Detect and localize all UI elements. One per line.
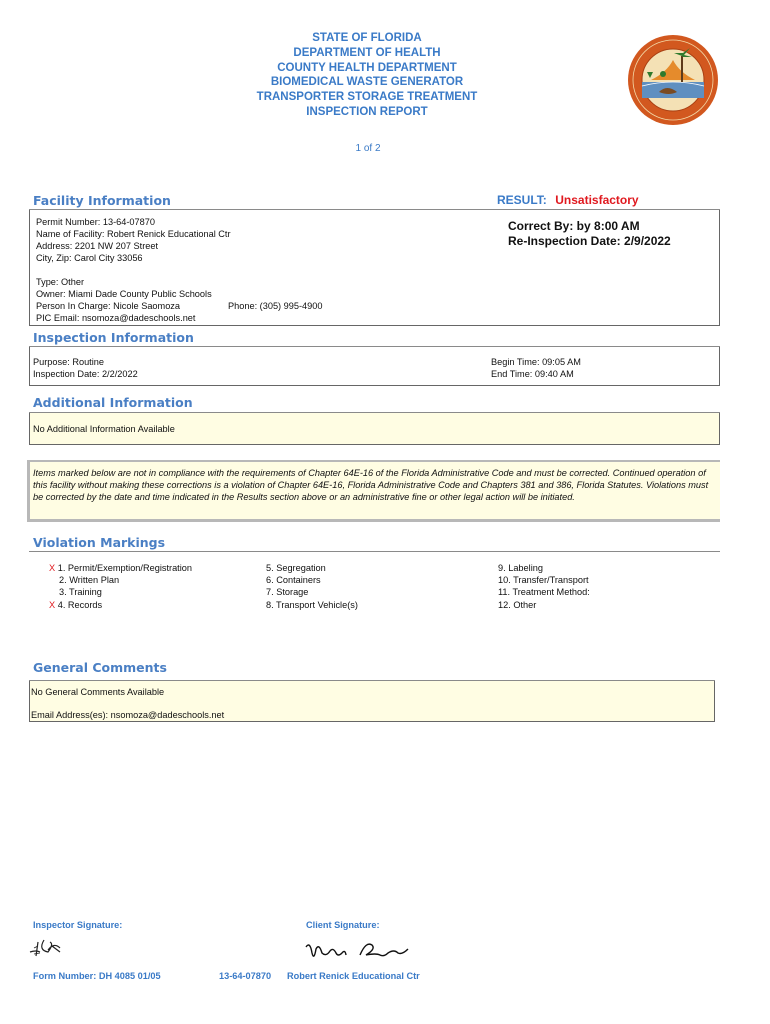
inspection-information-title: Inspection Information — [33, 330, 194, 345]
end-time: End Time: 09:40 AM — [491, 369, 574, 379]
compliance-notice — [27, 460, 720, 522]
inspection-date: Inspection Date: 2/2/2022 — [33, 369, 138, 379]
inspection-purpose: Purpose: Routine — [33, 357, 104, 367]
person-in-charge: Person In Charge: Nicole Saomoza — [36, 301, 181, 311]
facility-information-title: Facility Information — [33, 193, 171, 208]
violation-item: 3. Training — [59, 587, 102, 598]
header-line: TRANSPORTER STORAGE TREATMENT — [256, 91, 478, 104]
reinspection-date: Re-Inspection Date: 2/9/2022 — [508, 234, 671, 248]
section-divider — [29, 551, 720, 552]
general-comments-title: General Comments — [33, 660, 167, 675]
header-line: DEPARTMENT OF HEALTH — [293, 46, 441, 59]
result-label: RESULT: — [497, 193, 547, 207]
violation-item: 5. Segregation — [266, 563, 326, 573]
violation-mark: X — [49, 599, 56, 610]
header-line: STATE OF FLORIDA — [312, 32, 422, 44]
pic-email: PIC Email: nsomoza@dadeschools.net — [36, 313, 196, 323]
result-value: Unsatisfactory — [555, 193, 639, 207]
violation-item: 9. Labeling — [498, 563, 543, 573]
inspector-signature-image — [28, 936, 68, 965]
violation-item: 2. Written Plan — [59, 575, 120, 586]
violation-mark: X — [49, 563, 56, 573]
violation-item: 12. Other — [498, 599, 537, 610]
violation-column-1 — [49, 562, 192, 611]
header-line: BIOMEDICAL WASTE GENERATOR — [270, 76, 464, 89]
violation-markings-title: Violation Markings — [33, 535, 166, 550]
violation-item: 10. Transfer/Transport — [498, 575, 589, 586]
facility-name: Name of Facility: Robert Renick Educational Ctr — [36, 229, 231, 239]
correct-by: Correct By: by 8:00 AM — [508, 219, 640, 233]
header-line: INSPECTION REPORT — [306, 105, 428, 118]
florida-state-seal-icon — [627, 34, 719, 126]
compliance-notice-text: Items marked below are not in compliance with the requirements of Chapter 64E-16 of the Florida Administrative Code and must be corrected. Continued operation of this facility without making these corrections is a violation of Chapter 64E-16, Florida Administrative Code and Chapters 381 and 386, Florida Statutes. Violations must be corrected by the date and time indicated in the Results section above or an administrative fine or other legal action will be initiated. — [33, 468, 709, 503]
report-header — [200, 31, 534, 120]
violation-item: X 1. Permit/Exemption/Registration — [49, 563, 192, 573]
page-number: 1 of 2 — [355, 143, 381, 154]
facility-address: Address: 2201 NW 207 Street — [36, 241, 159, 251]
general-comments-text: No General Comments Available — [31, 687, 165, 697]
violation-item: 11. Treatment Method: — [498, 587, 590, 598]
violation-column-2 — [266, 562, 358, 611]
begin-time: Begin Time: 09:05 AM — [491, 357, 581, 367]
footer-permit-number: 13-64-07870 — [219, 971, 272, 981]
additional-information-title: Additional Information — [33, 395, 193, 410]
violation-item: X 4. Records — [49, 599, 103, 610]
client-signature-image — [302, 935, 422, 970]
inspector-signature-label: Inspector Signature: — [33, 920, 123, 930]
result-row — [497, 191, 639, 209]
facility-city-zip: City, Zip: Carol City 33056 — [36, 253, 143, 263]
facility-type: Type: Other — [36, 277, 85, 287]
facility-box — [29, 210, 720, 326]
notice-border — [30, 460, 720, 462]
violation-item: 7. Storage — [266, 587, 309, 598]
permit-number: Permit Number: 13-64-07870 — [36, 217, 155, 227]
facility-owner: Owner: Miami Dade County Public Schools — [36, 289, 212, 299]
violation-item: 8. Transport Vehicle(s) — [266, 599, 358, 610]
additional-info-box — [29, 413, 720, 445]
violation-item: 6. Containers — [266, 575, 321, 586]
additional-info-text: No Additional Information Available — [33, 424, 175, 434]
facility-phone: Phone: (305) 995-4900 — [228, 301, 323, 311]
general-comments-box — [29, 681, 715, 722]
header-line: COUNTY HEALTH DEPARTMENT — [277, 61, 457, 74]
client-signature-label: Client Signature: — [306, 920, 380, 930]
footer-facility-name: Robert Renick Educational Ctr — [287, 971, 420, 981]
comments-email: Email Address(es): nsomoza@dadeschools.net — [31, 710, 225, 720]
form-number: Form Number: DH 4085 01/05 — [33, 971, 161, 981]
inspection-box — [29, 347, 720, 386]
violation-column-3 — [498, 562, 590, 611]
